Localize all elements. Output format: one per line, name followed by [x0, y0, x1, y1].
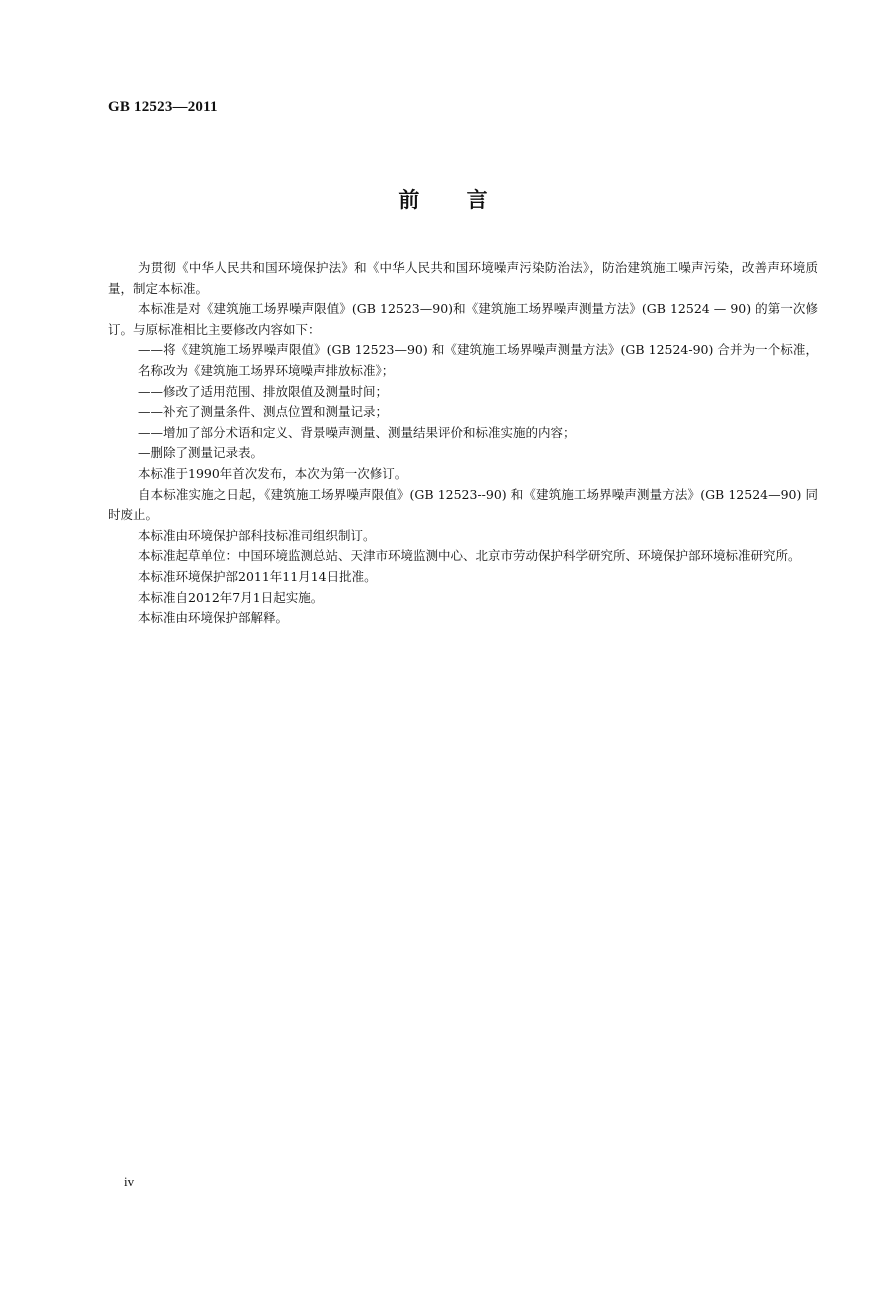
list-item-terms: ——增加了部分术语和定义、背景噪声测量、测量结果评价和标准实施的内容； — [138, 424, 576, 440]
paragraph-drafters: 本标准起草单位：中国环境监测总站、天津市环境监测中心、北京市劳动保护科学研究所、环境保护部环境标准研究所。 — [138, 548, 801, 564]
list-item-merge: ——将《建筑施工场界噪声限值》(GB 12523—90) 和《建筑施工场界噪声测量方法》(GB 12524-90) 合并为一个标准，名称改为《建筑施工场界环境噪声排放标准》； — [138, 342, 818, 378]
list-item-removed: —删除了测量记录表。 — [138, 445, 264, 461]
paragraph-effective: 本标准自2012年7月1日起实施。 — [138, 589, 324, 605]
page-title: 前 言 — [398, 188, 508, 212]
list-item-conditions: ——补充了测量条件、测点位置和测量记录； — [138, 404, 389, 420]
paragraph-first-release: 本标准于1990年首次发布，本次为第一次修订。 — [138, 465, 408, 481]
paragraph-interpretation: 本标准由环境保护部解释。 — [138, 610, 289, 626]
paragraph-revision: 本标准是对《建筑施工场界噪声限值》(GB 12523—90)和《建筑施工场界噪声测量方法》(GB 12524 — 90) 的第一次修订。与原标准相比主要修改内容如下： — [108, 301, 818, 337]
paragraph-purpose: 为贯彻《中华人民共和国环境保护法》和《中华人民共和国环境噪声污染防治法》，防治建筑施工噪声污染，改善声环境质量，制定本标准。 — [108, 260, 818, 296]
standard-code: GB 12523—2011 — [108, 99, 218, 115]
paragraph-organizer: 本标准由环境保护部科技标准司组织制订。 — [138, 527, 376, 543]
paragraph-repeal: 自本标准实施之日起，《建筑施工场界噪声限值》(GB 12523--90) 和《建筑施工场界噪声测量方法》(GB 12524—90) 同时废止。 — [108, 486, 818, 523]
page-number: iv — [124, 1174, 135, 1189]
list-item-scope: ——修改了适用范围、排放限值及测量时间； — [138, 383, 389, 399]
foreword-body — [108, 258, 818, 629]
paragraph-approval: 本标准环境保护部2011年11月14日批准。 — [138, 568, 377, 584]
